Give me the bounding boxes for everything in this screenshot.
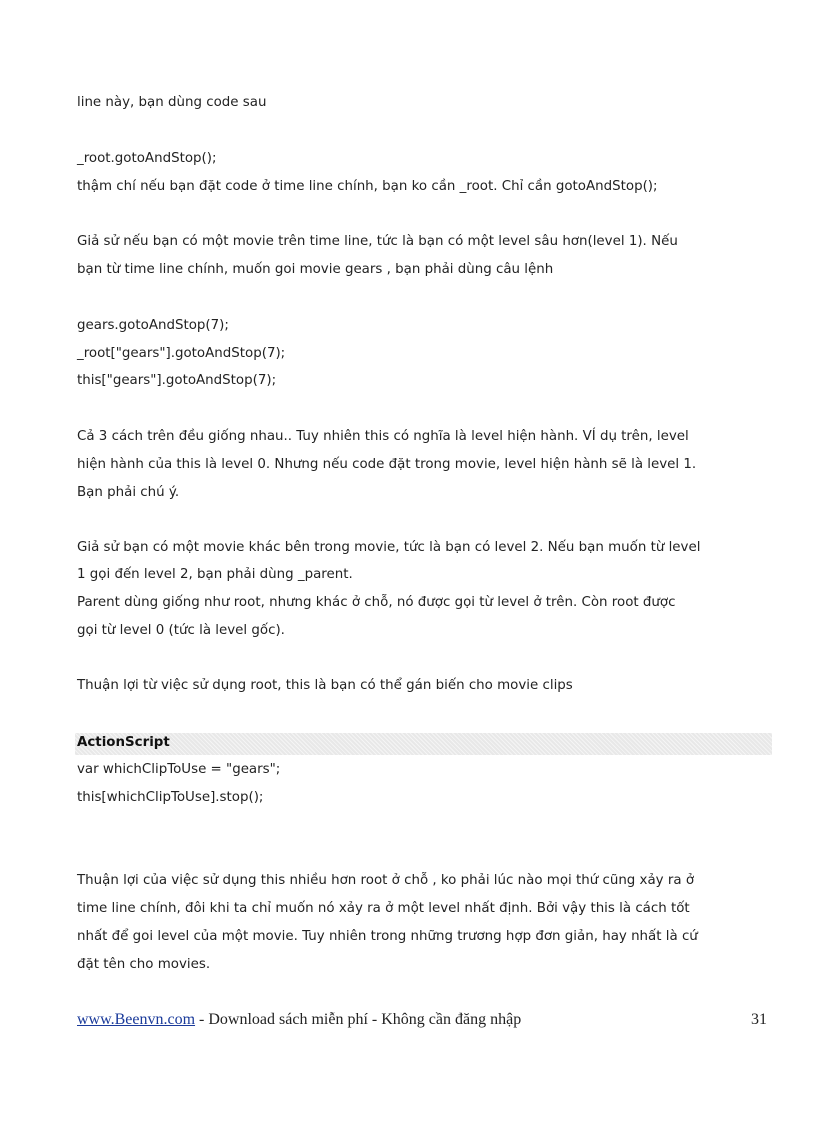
paragraph-line: Parent dùng giống như root, nhưng khác ở chỗ, nó được gọi từ level ở trên. Còn root được (77, 595, 676, 610)
code-block-title: ActionScript (77, 735, 170, 750)
paragraph-line: Thuận lợi của việc sử dụng this nhiều hơn root ở chỗ , ko phải lúc nào mọi thứ cũng xảy ra ở (77, 873, 695, 888)
footer-text: - Download sách miễn phí - Không cần đăng nhập (195, 1011, 522, 1028)
code-line: this[whichClipToUse].stop(); (77, 790, 264, 805)
code-line: this["gears"].gotoAndStop(7); (77, 373, 277, 388)
paragraph-line: đặt tên cho movies. (77, 957, 211, 972)
paragraph-line: hiện hành của this là level 0. Nhưng nếu code đặt trong movie, level hiện hành sẽ là level 1. (77, 457, 697, 472)
paragraph-line: Bạn phải chú ý. (77, 485, 180, 500)
page-number: 31 (751, 1011, 767, 1028)
paragraph-line: 1 gọi đến level 2, bạn phải dùng _parent. (77, 567, 353, 582)
code-line: _root.gotoAndStop(); (77, 151, 217, 166)
page-footer (77, 1010, 772, 1030)
code-block-header (75, 733, 772, 755)
paragraph-line: Cả 3 cách trên đều giống nhau.. Tuy nhiên this có nghĩa là level hiện hành. VÍ dụ trên, level (77, 429, 689, 444)
paragraph-line: time line chính, đôi khi ta chỉ muốn nó xảy ra ở một level nhất định. Bởi vậy this là cách tốt (77, 901, 690, 916)
paragraph-line: Giả sử nếu bạn có một movie trên time line, tức là bạn có một level sâu hơn(level 1). Nếu (77, 234, 678, 249)
code-line: _root["gears"].gotoAndStop(7); (77, 346, 286, 361)
code-line: var whichClipToUse = "gears"; (77, 762, 281, 777)
paragraph-line: Giả sử bạn có một movie khác bên trong movie, tức là bạn có level 2. Nếu bạn muốn từ level (77, 540, 701, 555)
paragraph-line: line này, bạn dùng code sau (77, 95, 267, 110)
paragraph-line: bạn từ time line chính, muốn goi movie gears , bạn phải dùng câu lệnh (77, 262, 554, 277)
paragraph-line: Thuận lợi từ việc sử dụng root, this là bạn có thể gán biến cho movie clips (77, 678, 573, 693)
paragraph-line: nhất để goi level của một movie. Tuy nhiên trong những trương hợp đơn giản, hay nhất là cứ (77, 929, 698, 944)
code-line: gears.gotoAndStop(7); (77, 318, 229, 333)
paragraph-line: gọi từ level 0 (tức là level gốc). (77, 623, 285, 638)
footer-site-link[interactable]: www.Beenvn.com (77, 1011, 196, 1028)
paragraph-line: thậm chí nếu bạn đặt code ở time line chính, bạn ko cần _root. Chỉ cần gotoAndStop(); (77, 179, 658, 194)
